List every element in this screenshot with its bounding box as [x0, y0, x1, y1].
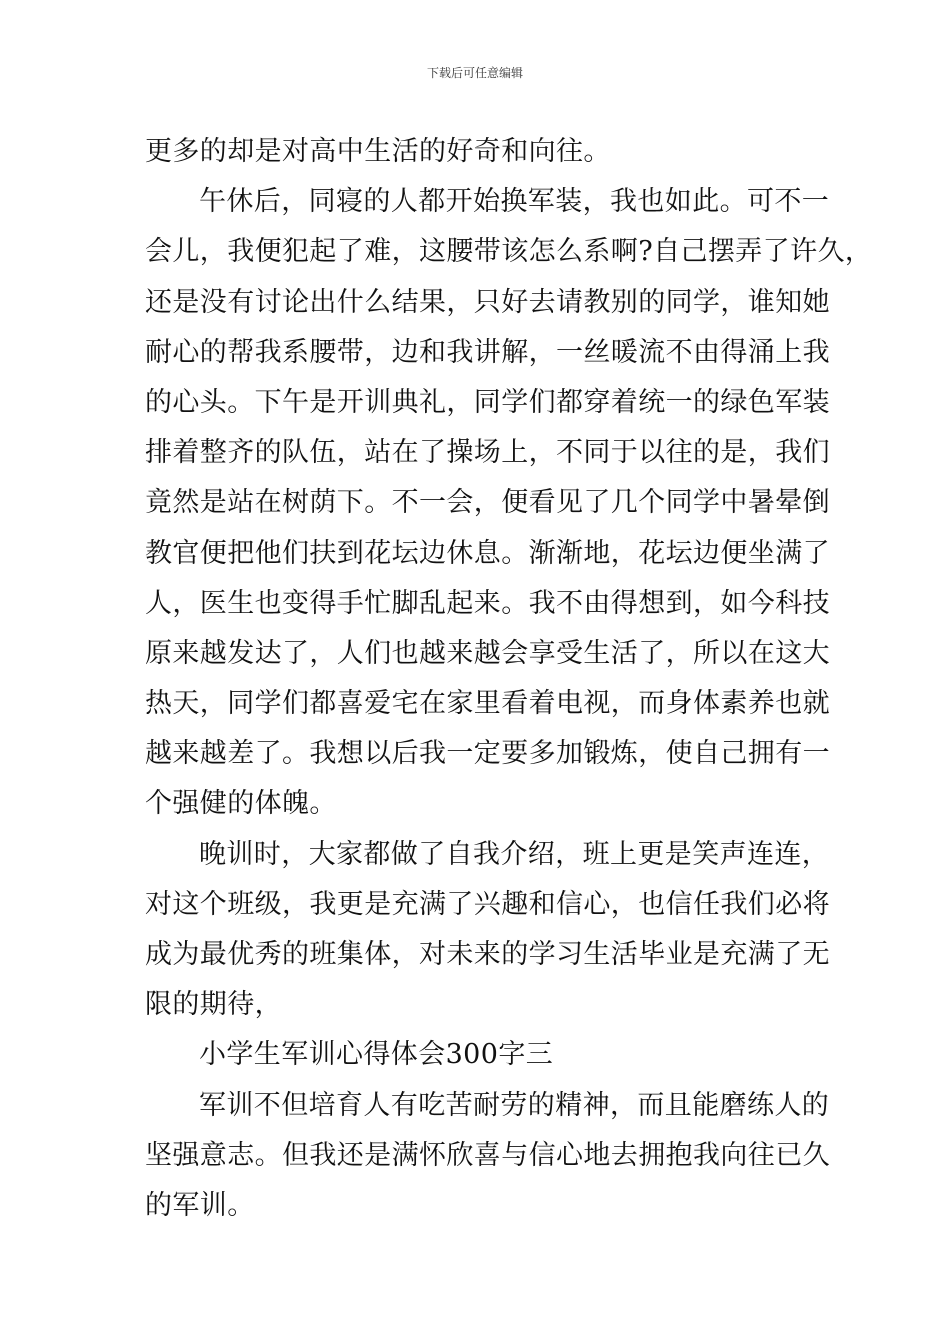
section-heading: 小学生军训心得体会300字三	[199, 1039, 554, 1071]
document-body	[145, 127, 873, 1231]
text-line: 更多的却是对高中生活的好奇和向往。	[145, 136, 611, 167]
text-line: 教官便把他们扶到花坛边休息。渐渐地，花坛边便坐满了	[145, 537, 830, 569]
text-line: 晚训时，大家都做了自我介绍，班上更是笑声连连，	[199, 838, 830, 870]
text-line: 午休后，同寝的人都开始换军装，我也如此。可不一	[199, 186, 830, 218]
text-line: 原来越发达了，人们也越来越会享受生活了，所以在这大	[145, 637, 830, 669]
text-line: 对这个班级，我更是充满了兴趣和信心，也信任我们必将	[145, 888, 830, 920]
text-line: 耐心的帮我系腰带，边和我讲解，一丝暖流不由得涌上我	[145, 336, 830, 368]
text-line: 的军训。	[145, 1189, 255, 1221]
text-line: 成为最优秀的班集体，对未来的学习生活毕业是充满了无	[145, 939, 830, 970]
text-line: 热天，同学们都喜爱宅在家里看着电视，而身体素养也就	[145, 688, 830, 720]
text-line: 还是没有讨论出什么结果，只好去请教别的同学，谁知她	[145, 286, 830, 318]
text-line: 军训不但培育人有吃苦耐劳的精神，而且能磨练人的	[199, 1089, 830, 1121]
text-line: 个强健的体魄。	[145, 788, 337, 820]
page-header: 下载后可任意编辑	[426, 66, 523, 80]
text-line: 的心头。下午是开训典礼，同学们都穿着统一的绿色军装	[145, 386, 830, 418]
text-line: 坚强意志。但我还是满怀欣喜与信心地去拥抱我向往已久	[145, 1139, 830, 1171]
text-line: 越来越差了。我想以后我一定要多加锻炼，使自己拥有一	[145, 738, 830, 770]
text-line: 限的期待，	[145, 989, 282, 1021]
text-line: 排着整齐的队伍，站在了操场上，不同于以往的是，我们	[145, 437, 830, 469]
text-line: 竟然是站在树荫下。不一会，便看见了几个同学中暑晕倒	[145, 487, 830, 519]
text-line: 人，医生也变得手忙脚乱起来。我不由得想到，如今科技	[145, 587, 830, 619]
text-line: 会儿，我便犯起了难，这腰带该怎么系啊?自己摆弄了许久，	[145, 236, 873, 268]
